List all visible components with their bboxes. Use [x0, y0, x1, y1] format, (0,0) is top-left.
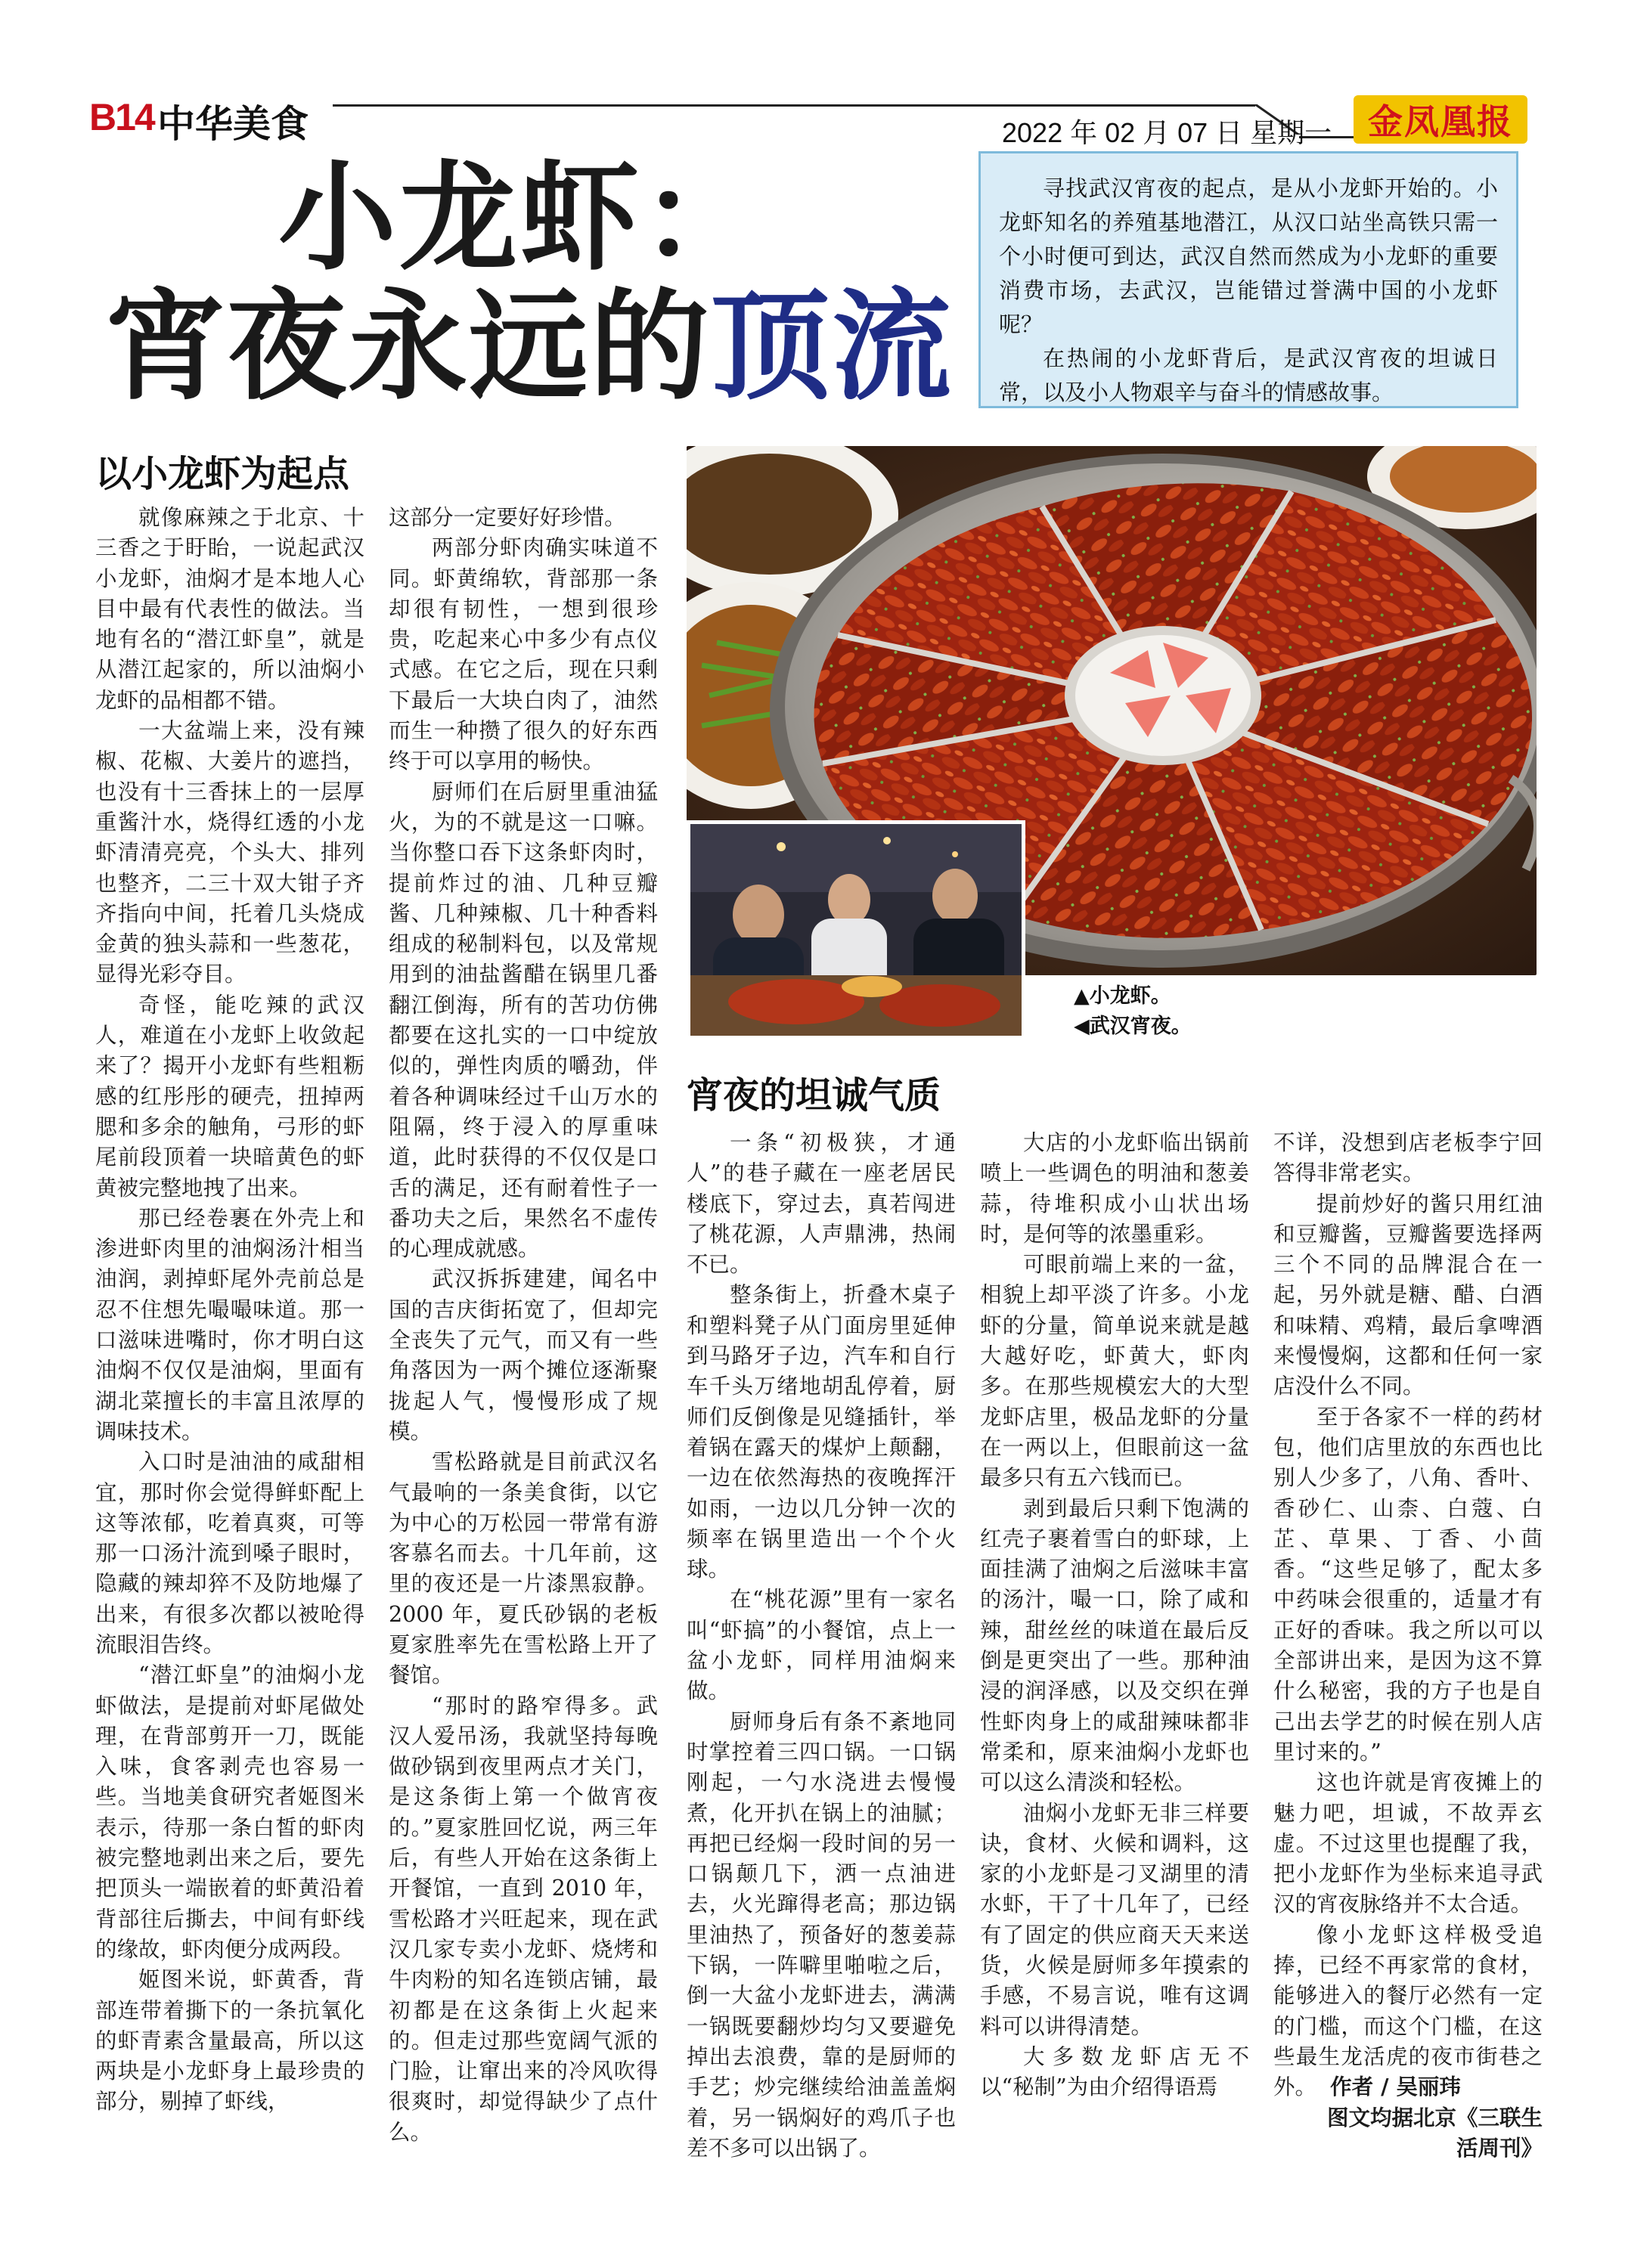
paragraph: 整条街上，折叠木桌子和塑料凳子从门面房里延伸到马路牙子边，汽车和自行车千头万绪地胡乱停着，厨师们反倒像是见缝插针，举着锅在露天的煤炉上颠翻，一边在依然海热的夜晚挥汗如雨，一边以几分钟一次的频率在锅里造出一个个火球。: [687, 1282, 956, 1582]
header-rule: [333, 104, 1255, 107]
paragraph: 油焖小龙虾无非三样要诀，食材、火候和调料，这家的小龙虾是刁叉湖里的清水虾，干了十几年了，已经有了固定的供应商天天来送货，火候是厨师多年摸索的手感，不易言说，唯有这调料可以讲得清楚。: [980, 1800, 1249, 2039]
paragraph: 厨师们在后厨里重油猛火，为的不就是这一口嘛。当你整口吞下这条虾肉时，提前炸过的油、几种豆瓣酱、几种辣椒、几十种香料组成的秘制料包，以及常规用到的油盐酱醋在锅里几番翻江倒海，所有的苦功仿佛都要在这扎实的一口中绽放似的，弹性肉质的嚼劲，伴着各种调味经过千山万水的阻隔，终于浸入的厚重味道，此时获得的不仅仅是口舌的满足，还有耐着性子一番功夫之后，果然名不虚传的心理成就感。: [389, 779, 658, 1262]
paragraph: 这也许就是宵夜摊上的魅力吧，坦诚，不故弄玄虚。不过这里也提醒了我，把小龙虾作为坐标来追寻武汉的宵夜脉络并不太合适。: [1273, 1770, 1543, 1917]
section-heading-2: 宵夜的坦诚气质: [687, 1074, 941, 1117]
paragraph: 雪松路就是目前武汉名气最响的一条美食街，以它为中心的万松园一带常有游客慕名而去。十几年前，这里的夜还是一片漆黑寂静。2000 年，夏氏砂锅的老板夏家胜率先在雪松路上开了餐馆。: [389, 1449, 658, 1688]
section-title: 中华美食: [157, 102, 309, 146]
paragraph: 一条“初极狭，才通人”的巷子藏在一座老居民楼底下，穿过去，真若闯进了桃花源，人声鼎沸，热闹不已。: [687, 1130, 956, 1278]
paragraph: 可眼前端上来的一盆，相貌上却平淡了许多。小龙虾的分量，简单说来就是越大越好吃，虾黄大，虾肉多。在那些规模宏大的大型龙虾店里，极品龙虾的分量在一两以上，但眼前这一盆最多只有五六钱而已。: [980, 1252, 1249, 1491]
paragraph: 至于各家不一样的药材包，他们店里放的东西也比别人少多了，八角、香叶、香砂仁、山柰、白蔻、白芷、草果、丁香、小茴香。“这些足够了，配太多中药味会很重的，适量才有正好的香味。我之所以可以全部讲出来，是因为这不算什么秘密，我的方子也是自己出去学艺的时候在别人店里讨来的。”: [1273, 1404, 1543, 1765]
paragraph: 提前炒好的酱只用红油和豆瓣酱，豆瓣酱要选择两三个不同的品牌混合在一起，另外就是糖、醋、白酒和味精、鸡精，最后拿啤酒来慢慢焖，这都和任何一家店没什么不同。: [1273, 1191, 1543, 1399]
paragraph: 武汉拆拆建建，闻名中国的吉庆街拓宽了，但却完全丧失了元气，而又有一些角落因为一两个摊位逐渐聚拢起人气，慢慢形成了规模。: [389, 1266, 658, 1444]
article-column-5: [1273, 1128, 1543, 2164]
page-number: B14: [89, 96, 154, 138]
article-column-3: [687, 1128, 956, 2164]
headline-line-1: 小龙虾：: [278, 149, 762, 287]
paragraph: 入口时是油油的咸甜相宜，那时你会觉得鲜虾配上这等浓郁，吃着真爽，可等那一口汤汁流到嗓子眼时，隐藏的辣却猝不及防地爆了出来，有很多次都以被呛得流眼泪告终。: [95, 1449, 364, 1657]
headline-part-a: 宵夜永远的: [106, 277, 711, 417]
paragraph: 在“桃花源”里有一家名叫“虾搞”的小餐馆，点上一盆小龙虾，同样用油焖来做。: [687, 1587, 956, 1704]
paragraph: 大店的小龙虾临出锅前喷上一些调色的明油和葱姜蒜，待堆积成小山状出场时，是何等的浓墨重彩。: [980, 1130, 1249, 1247]
paragraph: 那已经卷裹在外壳上和渗进虾肉里的油焖汤汁相当油润，剥掉虾尾外壳前总是忍不住想先嘬嘬味道。那一口滋味进嘴时，你才明白这油焖不仅仅是油焖，里面有湖北菜擅长的丰富且浓厚的调味技术。: [95, 1205, 364, 1444]
caption-night-snack: ◀武汉宵夜。: [1074, 1015, 1192, 1038]
paragraph: [1273, 1920, 1543, 2103]
paragraph: 就像麻辣之于北京、十三香之于盱眙，一说起武汉小龙虾，油焖才是本地人心目中最有代表性的做法。当地有名的“潜江虾皇”，就是从潜江起家的，所以油焖小龙虾的品相都不错。: [95, 505, 364, 713]
paragraph: 两部分虾肉确实味道不同。虾黄绵软，背部那一条却很有韧性，一想到很珍贵，吃起来心中多少有点仪式感。在它之后，现在只剩下最后一大块白肉了，油然而生一种攒了很久的好东西终于可以享用的畅快。: [389, 535, 658, 774]
paragraph: 剥到最后只剩下饱满的红壳子裹着雪白的虾球，上面挂满了油焖之后滋味丰富的汤汁，嘬一口，除了咸和辣，甜丝丝的味道在最后反倒是更突出了一些。那种油浸的润泽感，以及交织在弹性虾肉身上的咸甜辣味都非常柔和，原来油焖小龙虾也可以这么清淡和轻松。: [980, 1495, 1249, 1796]
paragraph: “潜江虾皇”的油焖小龙虾做法，是提前对虾尾做处理，在背部剪开一刀，既能入味，食客剥壳也容易一些。当地美食研究者姬图米表示，待那一条白皙的虾肉被完整地剥出来之后，要先把顶头一端嵌着的虾黄沿着背部往后撕去，中间有虾线的缘故，虾肉便分成两段。: [95, 1662, 364, 1962]
article-column-4: [980, 1128, 1249, 2103]
photo-caption: [1074, 981, 1192, 1042]
paragraph: “那时的路窄得多。武汉人爱吊汤，我就坚持每晚做砂锅到夜里两点才关门，是这条街上第一个做宵夜的。”夏家胜回忆说，两三年后，有些人开始在这条街上开餐馆，一直到 2010 年，雪松路才兴旺起来，现在武汉几家专卖小龙虾、烧烤和牛肉粉的知名连锁店铺，最初都是在这条街上火起来的。但走过那些宽阔气派的门脸，让窜出来的冷风吹得很爽时，却觉得缺少了点什么。: [389, 1693, 658, 2145]
paragraph: 姬图米说，虾黄香，背部连带着撕下的一条抗氧化的虾青素含量最高，所以这两块是小龙虾身上最珍贵的部分，剔掉了虾线，: [95, 1967, 364, 2115]
paragraph: 这部分一定要好好珍惜。: [389, 505, 626, 530]
source-credit: 图文均据北京《三联生活周刊》: [1326, 2105, 1543, 2161]
masthead-text: 金凤凰报: [1368, 101, 1513, 142]
night-snack-photo: [687, 820, 1025, 1040]
paragraph: 大多数龙虾店无不以“秘制”为由介绍得语焉: [980, 2043, 1249, 2100]
night-snack-photo-image: [690, 824, 1022, 1036]
paragraph: 一大盆端上来，没有辣椒、花椒、大姜片的遮挡，也没有十三香抹上的一层厚重酱汁水，烧得红透的小龙虾清清亮亮，个头大、排列也整齐，二三十双大钳子齐齐指向中间，托着几头烧成金黄的独头蒜和一些葱花，显得光彩夺目。: [95, 718, 364, 987]
section-heading-1: 以小龙虾为起点: [95, 453, 350, 495]
intro-box: [978, 151, 1518, 408]
paragraph: 奇怪，能吃辣的武汉人，难道在小龙虾上收敛起来了？揭开小龙虾有些粗粝感的红彤彤的硬壳，扭掉两腮和多余的触角，弓形的虾尾前段顶着一块暗黄色的虾黄被完整地拽了出来。: [95, 992, 364, 1201]
author-byline: 作者 / 吴丽玮: [1330, 2074, 1461, 2100]
intro-paragraph: 寻找武汉宵夜的起点，是从小龙虾开始的。小龙虾知名的养殖基地潜江，从汉口站坐高铁只需一个小时便可到达，武汉自然而然成为小龙虾的重要消费市场，去武汉，岂能错过誉满中国的小龙虾呢？: [999, 175, 1498, 337]
masthead-logo: [1354, 95, 1527, 144]
headline-line-2: [106, 277, 953, 417]
issue-date: 2022 年 02 月 07 日 星期一: [1002, 117, 1332, 148]
article-column-2: [389, 503, 658, 2148]
paragraph-text: 像小龙虾这样极受追捧，已经不再家常的食材，能够进入的餐厅必然有一定的门槛，而这个门槛，在这些最生龙活虎的夜市街巷之外。: [1273, 1922, 1543, 2100]
caption-crawfish: ▲小龙虾。: [1074, 984, 1171, 1008]
paragraph: 不详，没想到店老板李宁回答得非常老实。: [1273, 1130, 1543, 1186]
article-column-1: [95, 503, 364, 2118]
paragraph: 厨师身后有条不紊地同时掌控着三四口锅。一口锅刚起，一勺水浇进去慢慢煮，化开扒在锅上的油腻；再把已经焖一段时间的另一口锅颠几下，洒一点油进去，火光蹿得老高；那边锅里油热了，预备好的葱姜蒜下锅，一阵噼里啪啦之后，倒一大盆小龙虾进去，满满一锅既要翻炒均匀又要避免掉出去浪费，靠的是厨师的手艺；炒完继续给油盖盖焖着，另一锅焖好的鸡爪子也差不多可以出锅了。: [687, 1709, 956, 2161]
intro-paragraph: 在热闹的小龙虾背后，是武汉宵夜的坦诚日常，以及小人物艰辛与奋斗的情感故事。: [999, 345, 1498, 405]
headline-highlight: 顶流: [711, 277, 953, 417]
